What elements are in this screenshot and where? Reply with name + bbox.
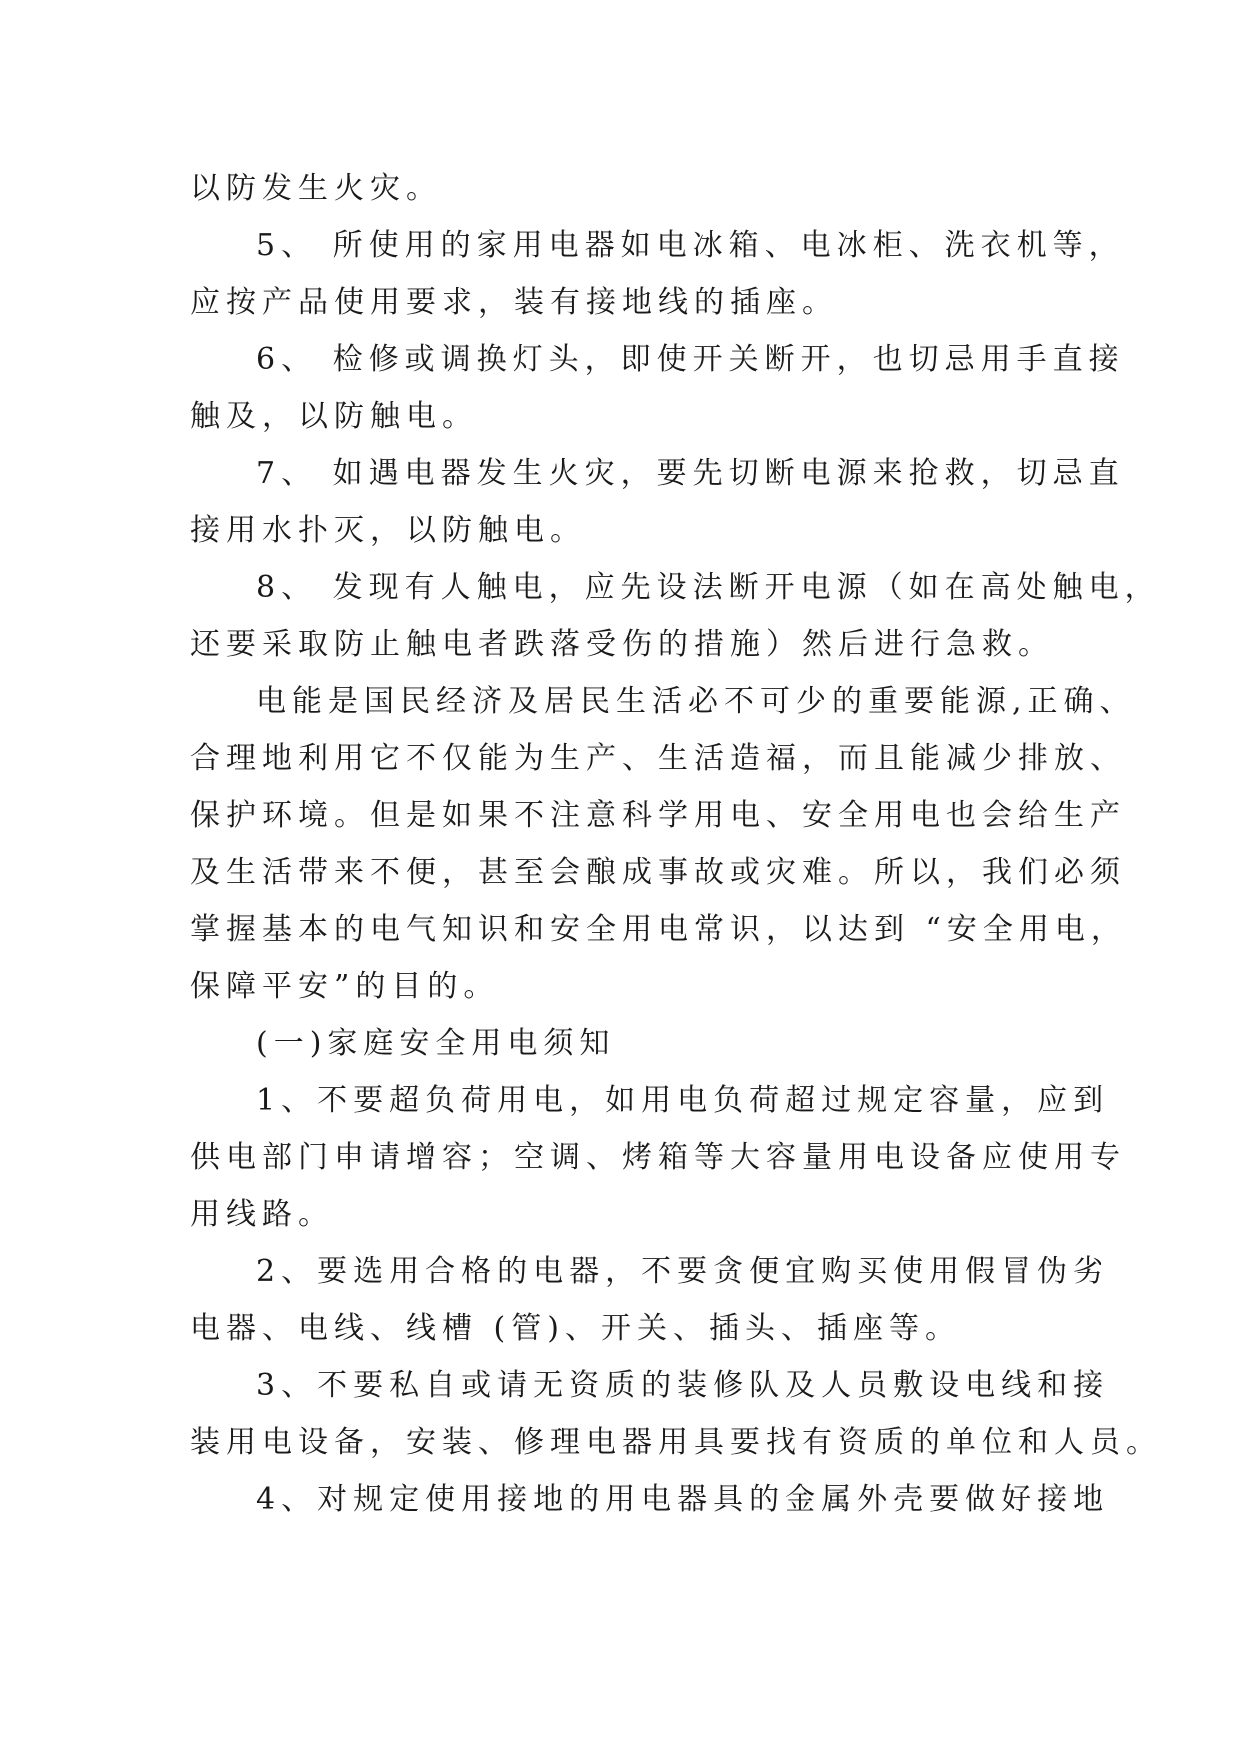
paragraph bbox=[190, 1471, 1110, 1528]
text-line: 5、 所使用的家用电器如电冰箱、电冰柜、洗衣机等， bbox=[256, 228, 1125, 263]
text-line: 及生活带来不便，甚至会酿成事故或灾难。所以，我们必须 bbox=[190, 855, 1126, 890]
text-line: 保护环境。但是如果不注意科学用电、安全用电也会给生产 bbox=[190, 798, 1126, 833]
text-line: 触及，以防触电。 bbox=[190, 399, 478, 434]
text-line: 掌握基本的电气知识和安全用电常识，以达到 “安全用电， bbox=[190, 912, 1127, 947]
paragraph bbox=[190, 673, 1136, 1015]
paragraph bbox=[190, 331, 1125, 445]
text-line: 3、不要私自或请无资质的装修队及人员敷设电线和接 bbox=[256, 1368, 1110, 1403]
paragraph bbox=[190, 160, 1060, 217]
text-line: 还要采取防止触电者跌落受伤的措施）然后进行急救。 bbox=[190, 627, 1054, 662]
text-line: 电器、电线、线槽 (管)、开关、插头、插座等。 bbox=[190, 1311, 961, 1346]
text-line: 6、 检修或调换灯头，即使开关断开，也切忌用手直接 bbox=[256, 342, 1125, 377]
paragraph bbox=[190, 559, 1161, 673]
text-line: 合理地利用它不仅能为生产、生活造福，而且能减少排放、 bbox=[190, 741, 1126, 776]
paragraph bbox=[190, 1072, 1126, 1243]
text-line: 保障平安”的目的。 bbox=[190, 969, 500, 1004]
paragraph bbox=[190, 1015, 1060, 1072]
paragraph bbox=[190, 1357, 1162, 1471]
text-line: 应按产品使用要求，装有接地线的插座。 bbox=[190, 285, 838, 320]
paragraph bbox=[190, 217, 1125, 331]
text-line: 以防发生火灾。 bbox=[190, 171, 442, 206]
text-line: 用线路。 bbox=[190, 1197, 334, 1232]
text-line: 接用水扑灭，以防触电。 bbox=[190, 513, 586, 548]
text-line: 2、要选用合格的电器，不要贪便宜购买使用假冒伪劣 bbox=[256, 1254, 1110, 1289]
text-line: 装用电设备，安装、修理电器用具要找有资质的单位和人员。 bbox=[190, 1425, 1162, 1460]
document-body bbox=[190, 160, 1162, 1528]
paragraph bbox=[190, 1243, 1110, 1357]
text-line: (一)家庭安全用电须知 bbox=[256, 1026, 616, 1061]
paragraph bbox=[190, 445, 1125, 559]
text-line: 供电部门申请增容；空调、烤箱等大容量用电设备应使用专 bbox=[190, 1140, 1126, 1175]
text-line: 1、不要超负荷用电，如用电负荷超过规定容量，应到 bbox=[256, 1083, 1110, 1118]
text-line: 8、 发现有人触电，应先设法断开电源（如在高处触电， bbox=[256, 570, 1161, 605]
text-line: 4、对规定使用接地的用电器具的金属外壳要做好接地 bbox=[256, 1482, 1110, 1517]
text-line: 电能是国民经济及居民生活必不可少的重要能源,正确、 bbox=[256, 684, 1136, 719]
text-line: 7、 如遇电器发生火灾，要先切断电源来抢救，切忌直 bbox=[256, 456, 1125, 491]
